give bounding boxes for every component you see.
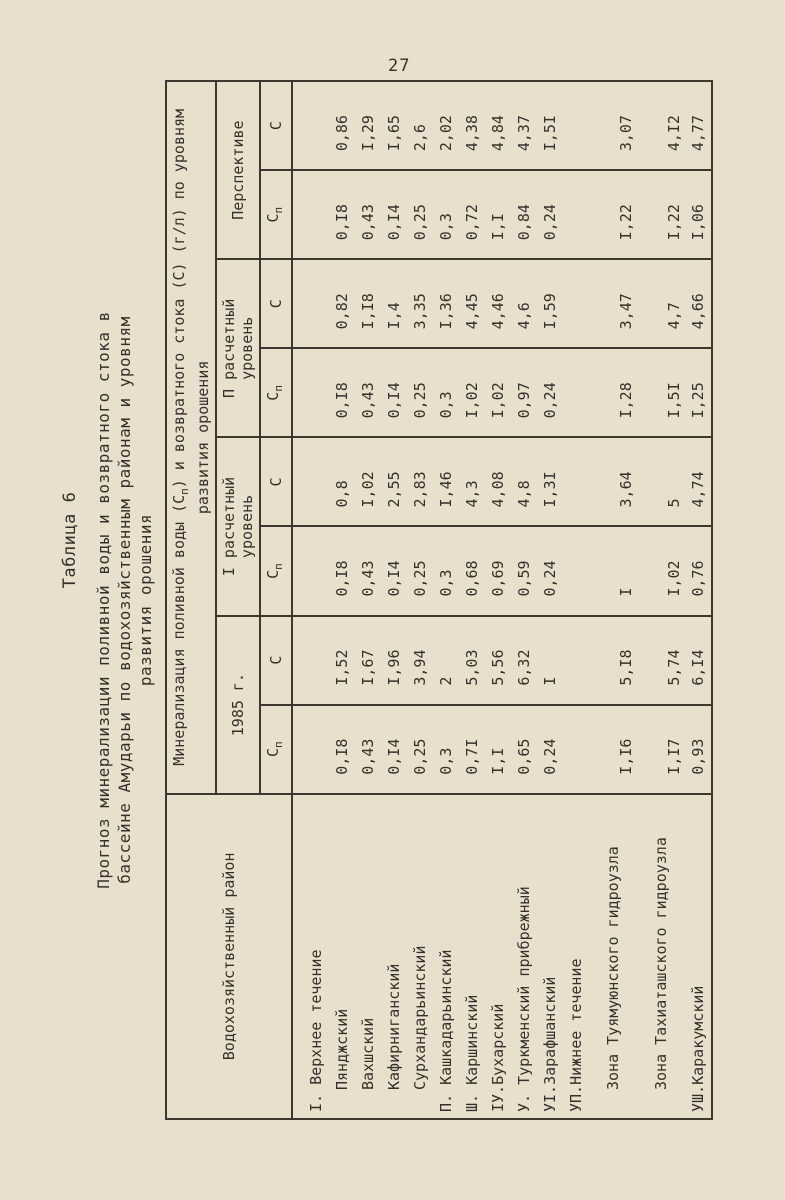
value-cell: I,67 [355,616,381,705]
region-name: Ш. Каршинский [459,794,485,1119]
header-c: С [260,81,292,170]
value-cell: 0,76 [685,526,712,615]
value-cell: 0,59 [511,526,537,615]
value-cell: 4,08 [485,437,511,526]
region-name: IУ.Бухарский [485,794,511,1119]
value-cell: 4,37 [511,81,537,170]
table-row [381,81,407,1119]
region-name: УI.Зарафшанский [537,794,563,1119]
value-cell: I,I7 [637,705,685,794]
mineralization-table [165,80,713,1120]
table-body [292,81,712,1119]
value-cell [292,616,329,705]
value-cell: 0,82 [329,259,355,348]
value-cell: 4,7 [637,259,685,348]
value-cell: 4,38 [459,81,485,170]
value-cell: 5,I8 [589,616,637,705]
value-cell [292,437,329,526]
value-cell: I,5I [637,348,685,437]
value-cell: 0,25 [407,170,433,259]
header-main: Минерализация поливной воды $(С_п)$ и возвратного стока (С) (г/л) по уровням развития орошения [166,81,216,794]
value-cell: I,I6 [589,705,637,794]
value-cell: 4,I2 [637,81,685,170]
value-cell: 0,24 [537,348,563,437]
value-cell: I,46 [433,437,459,526]
value-cell: 0,I8 [329,526,355,615]
value-cell: 2,83 [407,437,433,526]
value-cell: 5,74 [637,616,685,705]
value-cell: 6,I4 [685,616,712,705]
table-title-line-1: Прогноз минерализации поливной воды и возвратного стока в [94,311,113,889]
value-cell: 3,07 [589,81,637,170]
header-region: Водохозяйственный район [166,794,292,1119]
value-cell: I,3I [537,437,563,526]
value-cell: I,5I [537,81,563,170]
region-name: Зона Тахиаташского гидроузла [637,794,685,1119]
value-cell: 0,I4 [381,170,407,259]
value-cell: 3,47 [589,259,637,348]
page-number: 27 [388,56,411,76]
table-title-line-2: бассейне Амударьи по водохозяйственным районам и уровням [115,316,134,884]
value-cell: 0,25 [407,348,433,437]
table-row [511,81,537,1119]
value-cell: 4,3 [459,437,485,526]
value-cell: 0,3 [433,348,459,437]
value-cell: 0,86 [329,81,355,170]
table-label: Таблица 6 [60,491,80,589]
value-cell: 0,I8 [329,348,355,437]
value-cell [563,81,589,170]
value-cell: I,22 [637,170,685,259]
table-row [355,81,381,1119]
region-name: П. Кашкадарьинский [433,794,459,1119]
value-cell [292,526,329,615]
region-name: I. Верхнее течение [292,794,329,1119]
value-cell: 2,6 [407,81,433,170]
table-title-line-3: развития орошения [136,513,155,687]
table-row [485,81,511,1119]
value-cell: 0,3 [433,705,459,794]
value-cell: 4,8 [511,437,537,526]
value-cell [292,170,329,259]
value-cell: I,25 [685,348,712,437]
value-cell: 4,45 [459,259,485,348]
value-cell [292,705,329,794]
value-cell: 0,8 [329,437,355,526]
value-cell: 0,43 [355,526,381,615]
region-name: Пянджский [329,794,355,1119]
value-cell: 0,I8 [329,705,355,794]
region-name: Сурхандарьинский [407,794,433,1119]
value-cell: I,I [485,705,511,794]
value-cell: 0,84 [511,170,537,259]
value-cell: 0,25 [407,526,433,615]
value-cell: 0,43 [355,348,381,437]
value-cell: I,I [485,170,511,259]
value-cell: 3,94 [407,616,433,705]
value-cell: I,22 [589,170,637,259]
value-cell: 0,68 [459,526,485,615]
table-row [459,81,485,1119]
header-level-1: I расчетный уровень [216,437,260,615]
value-cell: 4,66 [685,259,712,348]
value-cell [292,259,329,348]
value-cell: 2,55 [381,437,407,526]
header-c: С [260,259,292,348]
table-row [637,81,685,1119]
header-cp: $С_п$ [260,348,292,437]
value-cell: I,28 [589,348,637,437]
value-cell: 0,97 [511,348,537,437]
value-cell: 4,84 [485,81,511,170]
value-cell [563,616,589,705]
value-cell: 0,24 [537,526,563,615]
value-cell: 0,7I [459,705,485,794]
value-cell [292,348,329,437]
value-cell: 4,6 [511,259,537,348]
table-row [407,81,433,1119]
header-cp: $С_п$ [260,170,292,259]
region-name: УП.Нижнее течение [563,794,589,1119]
value-cell: 4,74 [685,437,712,526]
table-row [329,81,355,1119]
value-cell: I,02 [459,348,485,437]
value-cell [563,526,589,615]
value-cell: 4,77 [685,81,712,170]
region-name: Кафирниганский [381,794,407,1119]
value-cell: I,02 [637,526,685,615]
header-cp: $С_п$ [260,705,292,794]
value-cell [292,81,329,170]
table-row [433,81,459,1119]
header-c: С [260,437,292,526]
value-cell: I,4 [381,259,407,348]
value-cell: 0,72 [459,170,485,259]
value-cell: 5 [637,437,685,526]
header-level-perspective: Перспективе [216,81,260,259]
value-cell: I,59 [537,259,563,348]
value-cell: 4,46 [485,259,511,348]
value-cell [563,437,589,526]
value-cell: 0,65 [511,705,537,794]
value-cell: I,I8 [355,259,381,348]
header-c: С [260,616,292,705]
value-cell: 3,64 [589,437,637,526]
value-cell: 6,32 [511,616,537,705]
value-cell: 0,I4 [381,348,407,437]
region-name: У. Туркменский прибрежный [511,794,537,1119]
value-cell [563,348,589,437]
value-cell: I,29 [355,81,381,170]
value-cell: I [537,616,563,705]
header-level-1985: 1985 г. [216,616,260,794]
value-cell: 0,I4 [381,526,407,615]
value-cell: 0,69 [485,526,511,615]
value-cell: 0,3 [433,170,459,259]
value-cell: 0,24 [537,170,563,259]
region-name: УШ.Каракумский [685,794,712,1119]
table-row [563,81,589,1119]
value-cell: I,36 [433,259,459,348]
header-level-2: П расчетный уровень [216,259,260,437]
value-cell: 0,3 [433,526,459,615]
value-cell: 0,25 [407,705,433,794]
value-cell: I,06 [685,170,712,259]
value-cell [563,705,589,794]
value-cell: I,02 [355,437,381,526]
value-cell: I [589,526,637,615]
value-cell: 0,43 [355,705,381,794]
header-cp: $С_п$ [260,526,292,615]
value-cell: I,52 [329,616,355,705]
region-name: Зона Туямуюнского гидроузла [589,794,637,1119]
value-cell: 5,03 [459,616,485,705]
region-name: Вахшский [355,794,381,1119]
table-row [685,81,712,1119]
value-cell: I,02 [485,348,511,437]
value-cell: 2,02 [433,81,459,170]
value-cell: 3,35 [407,259,433,348]
value-cell: 0,I8 [329,170,355,259]
value-cell: 5,56 [485,616,511,705]
table-row [292,81,329,1119]
value-cell: 0,I4 [381,705,407,794]
value-cell [563,259,589,348]
rotated-table-block [52,40,772,1160]
value-cell: 0,24 [537,705,563,794]
value-cell: I,65 [381,81,407,170]
table-row [537,81,563,1119]
value-cell: 2 [433,616,459,705]
value-cell: I,96 [381,616,407,705]
table-row [589,81,637,1119]
value-cell: 0,43 [355,170,381,259]
value-cell: 0,93 [685,705,712,794]
value-cell [563,170,589,259]
